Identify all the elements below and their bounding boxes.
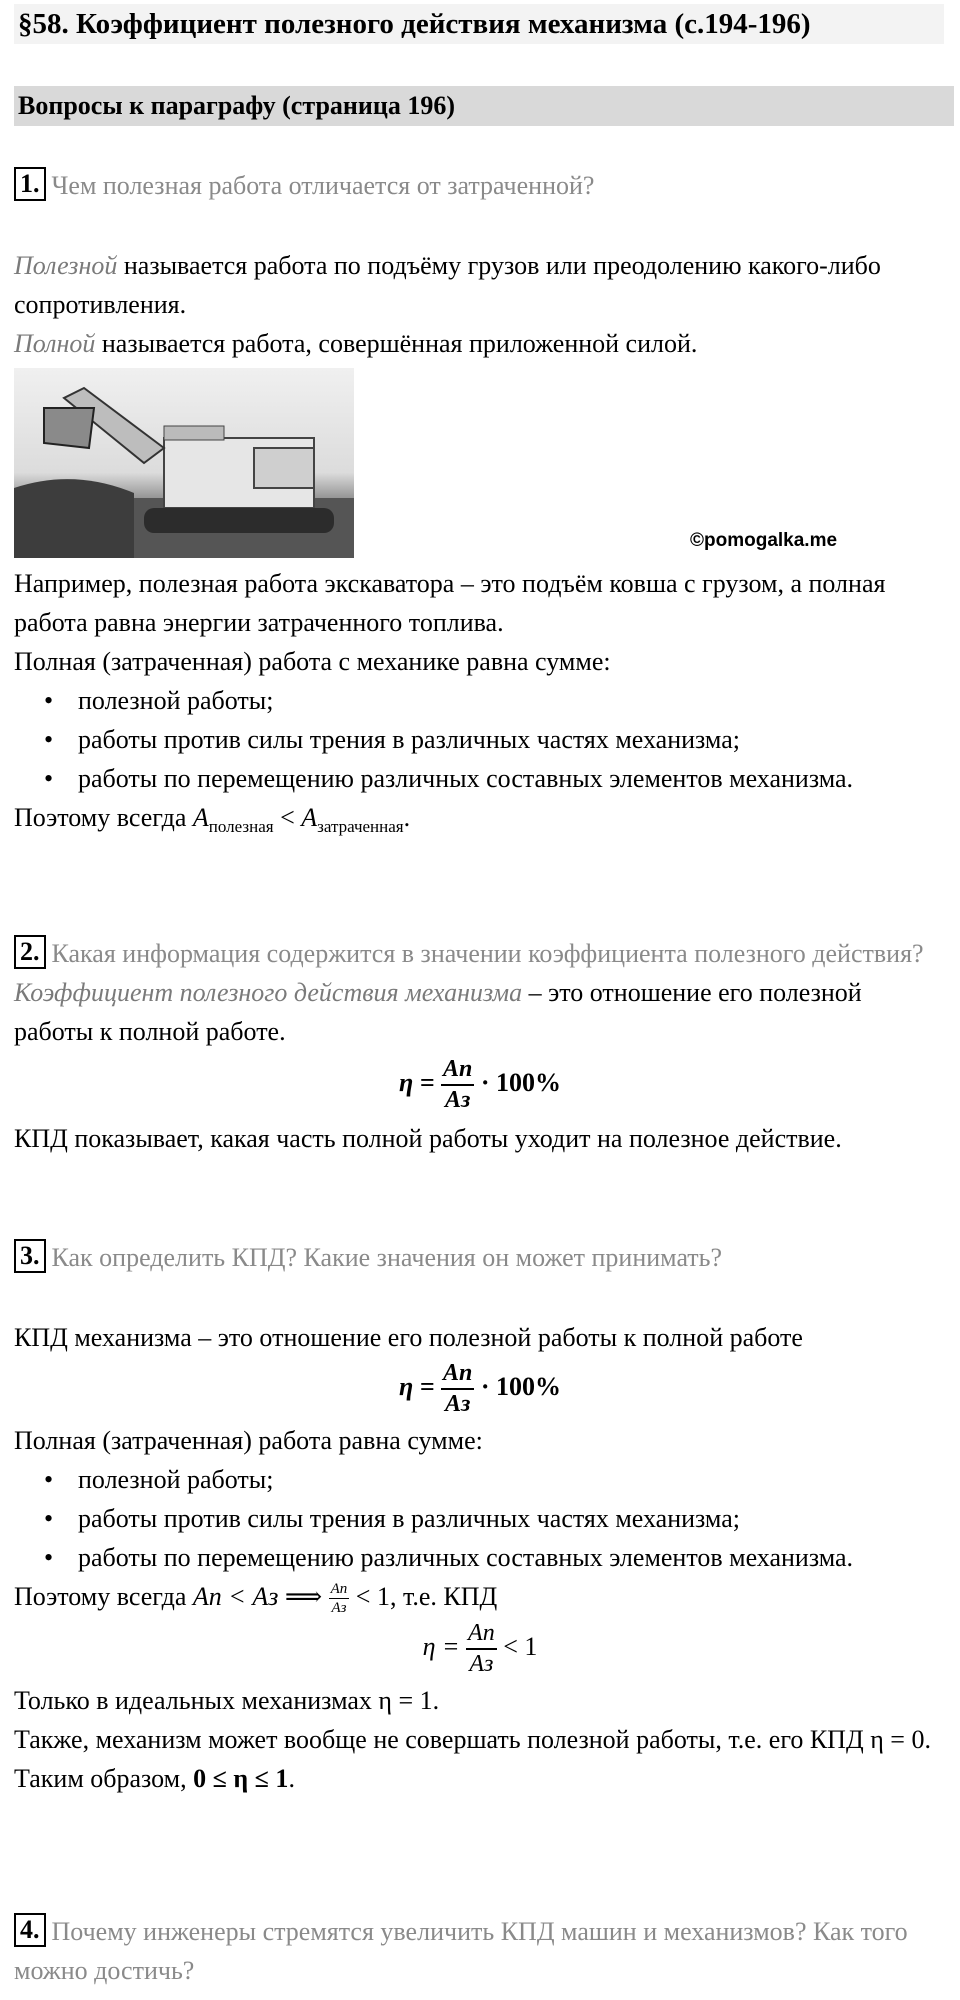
example-text: Например, полезная работа экскаватора – это подъём ковша с грузом, а полная работа равна энергии затраченного топлива. xyxy=(14,569,886,637)
definition-full: называется работа, совершённая приложенной силой. xyxy=(95,329,698,358)
efficiency-formula: η = $\frac{Aп}{Aз}$ · 100% xyxy=(398,1360,562,1417)
term-efficiency: Коэффициент полезного действия механизма xyxy=(14,978,523,1007)
excavator-photo xyxy=(14,368,354,558)
question-2: 2. Какая информация содержится в значении коэффициента полезного действия? Коэффициент полезного действия механизма – это отношение его полезной работы к полной работе. η = $\frac{Aп}{Aз}$ · 100% КПД показывает, какая часть полной работы уходит на полезное действие. xyxy=(14,934,946,1158)
definition-useful: называется работа по подъёму грузов или преодолению какого-либо сопротивления. xyxy=(14,251,881,319)
conclusion-3: Поэтому всегда Aп < Aз ⟹ $\frac{Aп}{Aз}$ < 1, т.е. КПД xyxy=(14,1581,498,1617)
list-item: • полезной работы; xyxy=(14,1460,946,1499)
list-item: • работы по перемещению различных составных элементов механизма. xyxy=(14,759,946,798)
answer-3 xyxy=(14,1318,946,1798)
question-1 xyxy=(14,166,946,205)
efficiency-range: Таким образом, 0 ≤ η ≤ 1. xyxy=(14,1763,295,1793)
question-text: Чем полезная работа отличается от затраченной? xyxy=(51,171,595,200)
section-header: Вопросы к параграфу (страница 196) xyxy=(14,86,954,126)
efficiency-inequality: η = $\frac{Aп}{Aз}$ < 1 xyxy=(422,1620,538,1677)
sum-intro: Полная (затраченная) работа с механике равна сумме: xyxy=(14,647,611,676)
conclusion-1: Поэтому всегда $A_{полезная} < A_{затраченная}$. xyxy=(14,803,411,837)
kpd-definition: КПД механизма – это отношение его полезной работы к полной работе xyxy=(14,1323,803,1352)
ideal-mechanism: Только в идеальных механизмах η = 1. xyxy=(14,1685,440,1715)
question-3 xyxy=(14,1238,946,1277)
page-title: §58. Коэффициент полезного действия механизма (с.194-196) xyxy=(14,4,944,44)
sum-intro: Полная (затраченная) работа равна сумме: xyxy=(14,1425,483,1455)
question-number: 4. xyxy=(14,1913,46,1947)
work-components-list xyxy=(14,1460,946,1577)
list-item: • работы по перемещению различных составных элементов механизма. xyxy=(14,1538,946,1577)
list-item: • работы против силы трения в различных частях механизма; xyxy=(14,720,946,759)
question-number: 1. xyxy=(14,167,46,201)
list-item: • полезной работы; xyxy=(14,681,946,720)
term-full: Полной xyxy=(14,329,96,358)
question-text: Почему инженеры стремятся увеличить КПД машин и механизмов? Как того можно достичь? xyxy=(14,1917,908,1985)
question-number: 2. xyxy=(14,935,46,969)
answer-1-example xyxy=(14,564,946,840)
work-components-list xyxy=(14,681,946,798)
answer-1-definitions xyxy=(14,246,946,363)
efficiency-formula: η = $\frac{Aп}{Aз}$ · 100% xyxy=(398,1056,562,1113)
excavator-illustration xyxy=(14,368,354,558)
term-useful: Полезной xyxy=(14,251,118,280)
zero-efficiency: Также, механизм может вообще не совершать полезной работы, т.е. его КПД η = 0. xyxy=(14,1724,931,1754)
question-text: Какая информация содержится в значении коэффициента полезного действия? xyxy=(51,939,924,968)
watermark: ©pomogalka.me xyxy=(690,530,838,551)
question-number: 3. xyxy=(14,1239,46,1273)
kpd-shows: КПД показывает, какая часть полной работы уходит на полезное действие. xyxy=(14,1123,842,1153)
question-text: Как определить КПД? Какие значения он может принимать? xyxy=(51,1243,723,1272)
list-item: • работы против силы трения в различных частях механизма; xyxy=(14,1499,946,1538)
question-4 xyxy=(14,1912,946,1990)
